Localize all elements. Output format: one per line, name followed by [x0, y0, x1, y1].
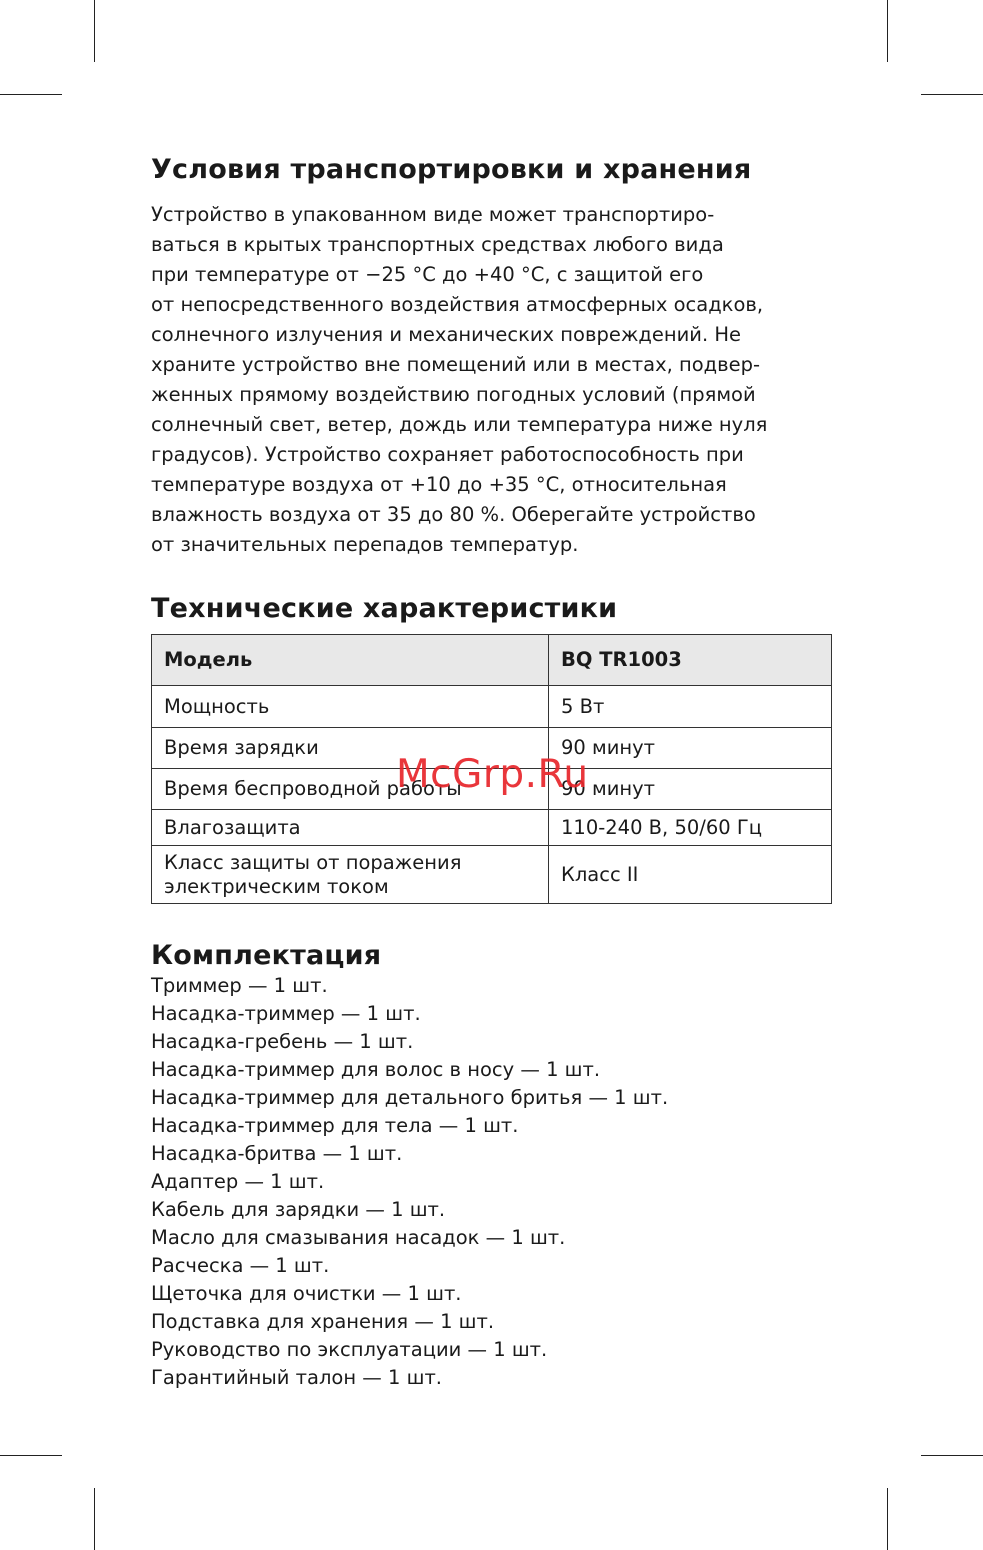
storage-line: от значительных перепадов температур.: [151, 533, 579, 556]
list-item: Руководство по эксплуатации — 1 шт.: [151, 1338, 548, 1361]
storage-paragraph: [151, 200, 841, 560]
storage-line: женных прямому воздействию погодных условий (прямой: [151, 383, 756, 406]
storage-line: градусов). Устройство сохраняет работоспособность при: [151, 443, 744, 466]
crop-mark-top-left: [94, 0, 95, 62]
crop-mark-bottom-right-h: [921, 1455, 983, 1456]
storage-line: температуре воздуха от +10 до +35 °C, относительная: [151, 473, 727, 496]
spec-value: 90 минут: [549, 769, 832, 810]
storage-line: при температуре от −25 °C до +40 °C, с защитой его: [151, 263, 704, 286]
list-item: Насадка-триммер для детального бритья — 1 шт.: [151, 1086, 669, 1109]
crop-mark-bottom-right: [887, 1488, 888, 1550]
storage-line: храните устройство вне помещений или в местах, подвер-: [151, 353, 761, 376]
list-item: Масло для смазывания насадок — 1 шт.: [151, 1226, 566, 1249]
kit-list: [151, 972, 668, 1392]
list-item: Адаптер — 1 шт.: [151, 1170, 325, 1193]
storage-line: ваться в крытых транспортных средствах любого вида: [151, 233, 724, 256]
storage-line: влажность воздуха от 35 до 80 %. Оберегайте устройство: [151, 503, 756, 526]
list-item: Кабель для зарядки — 1 шт.: [151, 1198, 446, 1221]
list-item: Триммер — 1 шт.: [151, 974, 328, 997]
table-row: [152, 686, 832, 728]
list-item: Насадка-триммер — 1 шт.: [151, 1002, 421, 1025]
crop-mark-bottom-left: [94, 1488, 95, 1550]
specs-heading: Технические характеристики: [151, 593, 618, 624]
spec-label-line: электрическим током: [164, 874, 389, 898]
table-row: [152, 810, 832, 846]
spec-label: Время зарядки: [152, 728, 549, 769]
storage-line: солнечный свет, ветер, дождь или температура ниже нуля: [151, 413, 768, 436]
watermark: McGrp.Ru: [396, 752, 589, 797]
spec-value: 110-240 В, 50/60 Гц: [549, 810, 832, 846]
list-item: Гарантийный талон — 1 шт.: [151, 1366, 442, 1389]
spec-value: 5 Вт: [549, 686, 832, 728]
spec-label: [152, 846, 549, 904]
storage-heading: Условия транспортировки и хранения: [151, 154, 752, 185]
specs-header-row: [152, 635, 832, 686]
spec-label-line: Класс защиты от поражения: [164, 850, 462, 874]
storage-line: Устройство в упакованном виде может транспортиро-: [151, 203, 715, 226]
specs-header-label: Модель: [152, 635, 549, 686]
list-item: Насадка-гребень — 1 шт.: [151, 1030, 414, 1053]
crop-mark-top-right: [887, 0, 888, 62]
crop-mark-top-left-h: [0, 94, 62, 95]
list-item: Расческа — 1 шт.: [151, 1254, 330, 1277]
spec-label: Влагозащита: [152, 810, 549, 846]
list-item: Подставка для хранения — 1 шт.: [151, 1310, 495, 1333]
list-item: Щеточка для очистки — 1 шт.: [151, 1282, 462, 1305]
table-row: [152, 846, 832, 904]
spec-value: 90 минут: [549, 728, 832, 769]
crop-mark-top-right-h: [921, 94, 983, 95]
storage-line: солнечного излучения и механических повреждений. Не: [151, 323, 742, 346]
spec-label: Время беспроводной работы: [152, 769, 549, 810]
spec-value: Класс II: [549, 846, 832, 904]
kit-heading: Комплектация: [151, 940, 382, 971]
spec-label: Мощность: [152, 686, 549, 728]
storage-line: от непосредственного воздействия атмосферных осадков,: [151, 293, 764, 316]
list-item: Насадка-триммер для волос в носу — 1 шт.: [151, 1058, 601, 1081]
crop-mark-bottom-left-h: [0, 1455, 62, 1456]
specs-header-value: BQ TR1003: [549, 635, 832, 686]
list-item: Насадка-триммер для тела — 1 шт.: [151, 1114, 519, 1137]
list-item: Насадка-бритва — 1 шт.: [151, 1142, 403, 1165]
